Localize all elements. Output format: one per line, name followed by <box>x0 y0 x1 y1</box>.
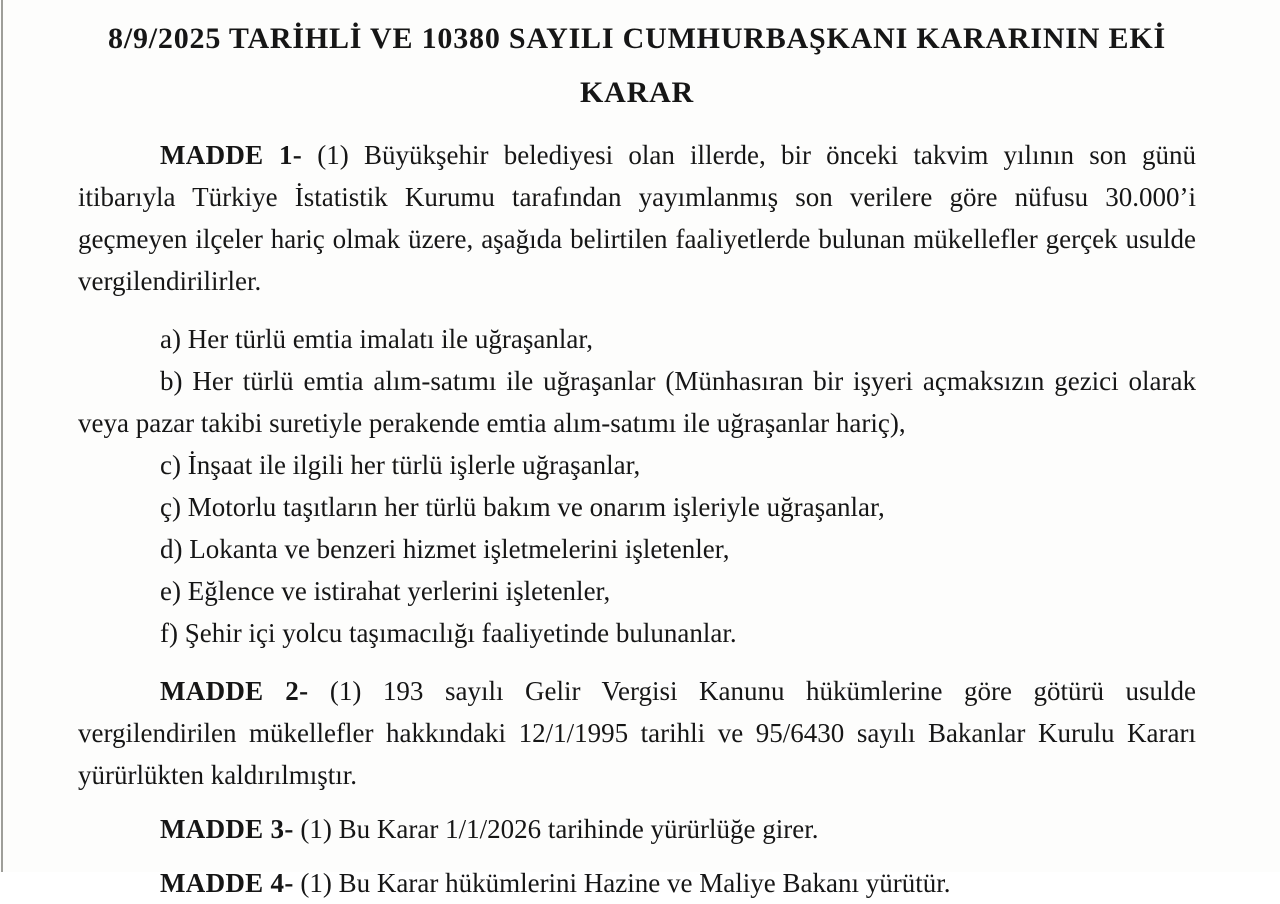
article-1-label: MADDE 1- <box>160 140 303 170</box>
list-item-f: f) Şehir içi yolcu taşımacılığı faaliyetinde bulunanlar. <box>160 618 737 648</box>
list-item-d: d) Lokanta ve benzeri hizmet işletmelerini işletenler, <box>160 534 730 564</box>
article-1-body: (1) Büyükşehir belediyesi olan illerde, bir önceki takvim yılının son günü itibarıyla Türkiye İstatistik Kurumu tarafından yayımlanmış son verilere göre nüfusu 30.000’i geçmeyen ilçeler hariç olmak üzere, aşağıda belirtilen faaliyetlerde bulunan mükellefler gerçek usulde vergilendirilirler. <box>78 140 1196 296</box>
list-item-e: e) Eğlence ve istirahat yerlerini işletenler, <box>160 576 611 606</box>
list-item-c-cedilla: ç) Motorlu taşıtların her türlü bakım ve onarım işleriyle uğraşanlar, <box>160 492 885 522</box>
article-4-paragraph <box>78 862 1196 904</box>
article-2-label: MADDE 2- <box>160 676 309 706</box>
article-4-body: (1) Bu Karar hükümlerini Hazine ve Maliye Bakanı yürütür. <box>293 868 951 898</box>
article-2-body: (1) 193 sayılı Gelir Vergisi Kanunu hükümlerine göre götürü usulde vergilendirilen mükellefler hakkındaki 12/1/1995 tarihli ve 95/6430 sayılı Bakanlar Kurulu Kararı yürürlükten kaldırılmıştır. <box>78 676 1196 790</box>
decree-title <box>78 24 1196 108</box>
article-2-paragraph <box>78 670 1196 796</box>
article-4-label: MADDE 4- <box>160 868 294 898</box>
article-1-paragraph <box>78 134 1196 302</box>
list-item-b: b) Her türlü emtia alım-satımı ile uğraşanlar (Münhasıran bir işyeri açmaksızın gezici olarak veya pazar takibi suretiyle perakende emtia alım-satımı ile uğraşanlar hariç), <box>78 366 1196 438</box>
decree-title-line-2: KARAR <box>580 76 694 109</box>
article-3-paragraph <box>78 808 1196 850</box>
article-1-item-list <box>78 318 1196 654</box>
list-item-a: a) Her türlü emtia imalatı ile uğraşanlar, <box>160 324 593 354</box>
article-3-label: MADDE 3- <box>160 814 294 844</box>
list-item-c: c) İnşaat ile ilgili her türlü işlerle uğraşanlar, <box>160 450 641 480</box>
decree-title-line-1: 8/9/2025 TARİHLİ VE 10380 SAYILI CUMHURBAŞKANI KARARININ EKİ <box>108 22 1166 55</box>
article-3-body: (1) Bu Karar 1/1/2026 tarihinde yürürlüğe girer. <box>293 814 819 844</box>
